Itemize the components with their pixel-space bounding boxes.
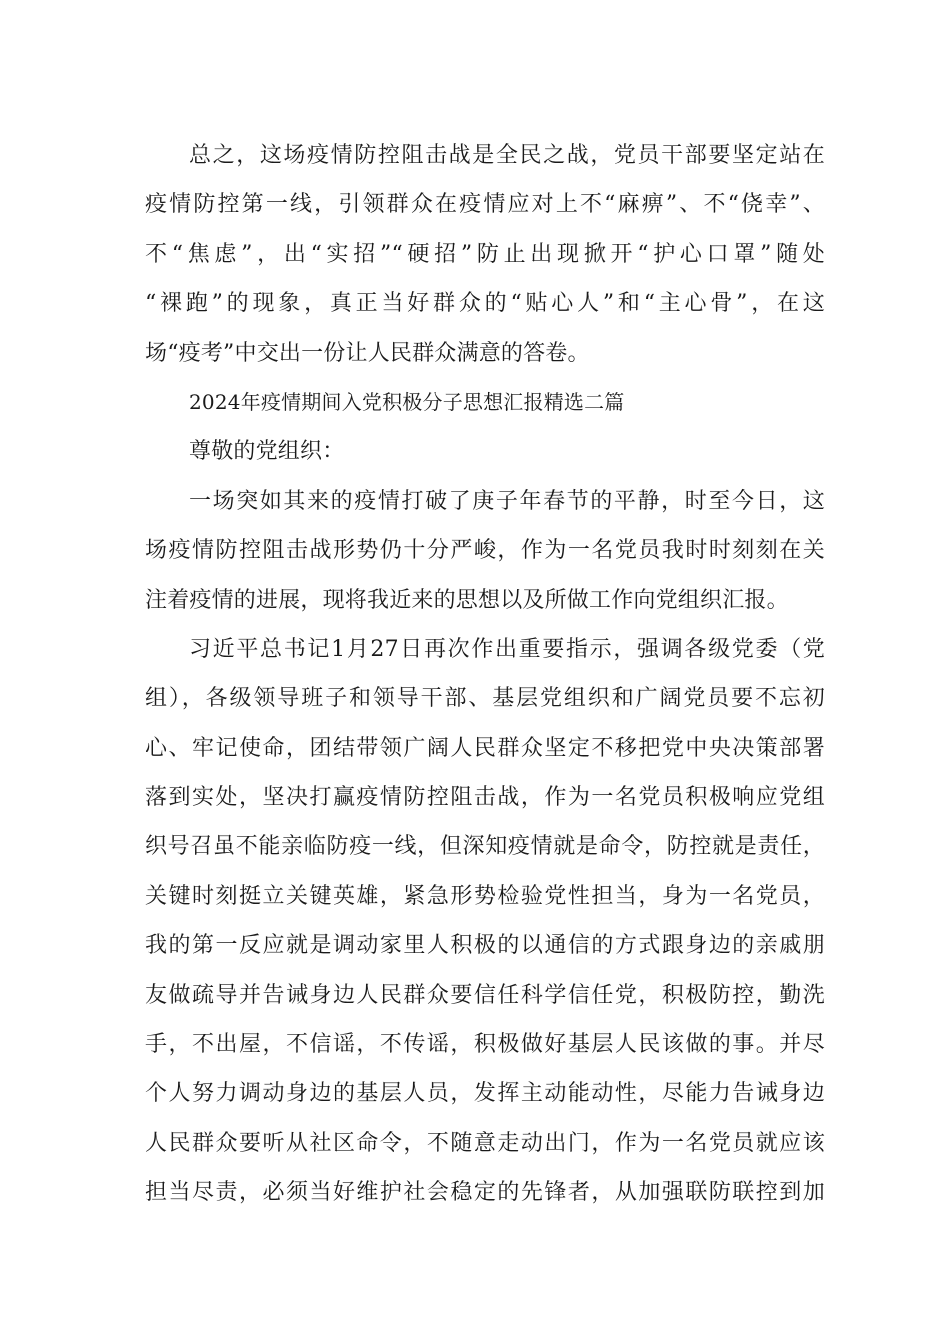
text-line: 手，不出屋，不信谣，不传谣，积极做好基层人民该做的事。并尽 [145, 1032, 825, 1058]
text-line: 担当尽责，必须当好维护社会稳定的先锋者，从加强联防联控到加 [145, 1180, 825, 1206]
document-body [145, 131, 825, 1218]
text-line: “裸跑”的现象，真正当好群众的“贴心人”和“主心骨”，在这 [145, 291, 825, 317]
text-line: 组），各级领导班子和领导干部、基层党组织和广阔党员要不忘初 [145, 686, 825, 712]
text-line: 个人努力调动身边的基层人员，发挥主动能动性，尽能力告诫身边 [145, 1081, 825, 1107]
text-line: 尊敬的党组织： [189, 439, 345, 465]
text-line: 总之，这场疫情防控阻击战是全民之战，党员干部要坚定站在 [189, 143, 825, 168]
section-title: 2024年疫情期间入党积极分子思想汇报精选二篇 [189, 389, 625, 414]
text-line: 场疫情防控阻击战形势仍十分严峻，作为一名党员我时时刻刻在关 [145, 538, 825, 564]
text-line: 场“疫考”中交出一份让人民群众满意的答卷。 [145, 340, 590, 366]
text-line: 落到实处，坚决打赢疫情防控阻击战，作为一名党员积极响应党组 [145, 785, 825, 811]
text-line: 我的第一反应就是调动家里人积极的以通信的方式跟身边的亲戚朋 [145, 933, 825, 959]
text-line: 人民群众要听从社区命令，不随意走动出门，作为一名党员就应该 [145, 1130, 825, 1156]
text-line: 不“焦虑”，出“实招”“硬招”防止出现掀开“护心口罩”随处 [145, 241, 825, 267]
text-line: 习近平总书记1月27日再次作出重要指示，强调各级党委（党 [189, 636, 825, 662]
text-line: 疫情防控第一线，引领群众在疫情应对上不“麻痹”、不“侥幸”、 [145, 192, 825, 218]
text-line: 心、牢记使命，团结带领广阔人民群众坚定不移把党中央决策部署 [145, 735, 825, 761]
text-line: 织号召虽不能亲临防疫一线，但深知疫情就是命令，防控就是责任， [145, 834, 825, 860]
text-line: 友做疏导并告诫身边人民群众要信任科学信任党，积极防控，勤洗 [145, 982, 825, 1008]
text-line: 关键时刻挺立关键英雄，紧急形势检验党性担当，身为一名党员， [145, 883, 825, 909]
text-line: 一场突如其来的疫情打破了庚子年春节的平静，时至今日，这 [189, 488, 825, 514]
text-line: 注着疫情的进展，现将我近来的思想以及所做工作向党组织汇报。 [145, 587, 789, 613]
